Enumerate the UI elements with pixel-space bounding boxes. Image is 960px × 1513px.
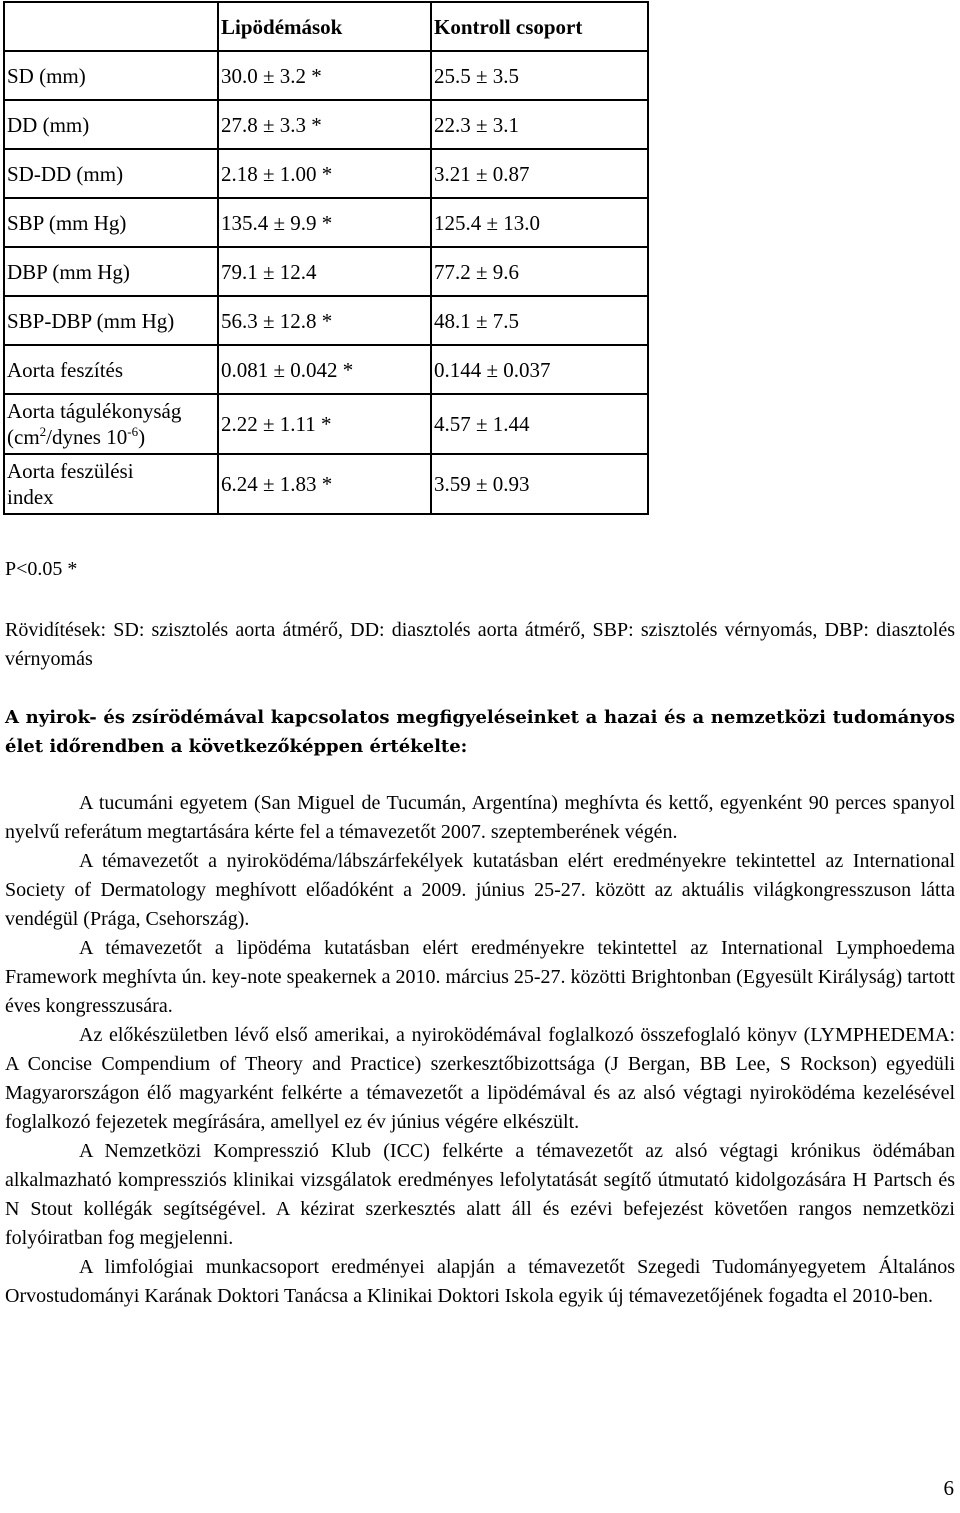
table-row xyxy=(4,198,648,247)
unit-suffix: ) xyxy=(138,425,146,449)
significance-note: P<0.05 * xyxy=(5,558,78,580)
row-label-line1: Aorta tágulékonyság xyxy=(7,399,182,423)
control-value: 77.2 ± 9.6 xyxy=(431,247,648,296)
table-header-empty xyxy=(4,2,218,51)
results-table xyxy=(3,1,649,515)
paragraph: A témavezetőt a nyiroködéma/lábszárfekélyek kutatásban elért eredményekre tekintettel az International Society of Dermatology meghívott előadóként a 2009. június 25-27. között az aktuális világkongresszuson látta vendégül (Prága, Csehország). xyxy=(5,850,955,930)
unit-prefix: (cm xyxy=(7,425,40,449)
unit-middle: /dynes 10 xyxy=(46,425,128,449)
table-row xyxy=(4,51,648,100)
unit-exponent: -6 xyxy=(127,424,139,439)
control-value: 48.1 ± 7.5 xyxy=(431,296,648,345)
unit-exponent: 2 xyxy=(39,424,47,439)
row-label xyxy=(4,394,218,454)
page-number: 6 xyxy=(943,1476,954,1500)
table-header-lipedema: Lipödémások xyxy=(218,2,431,51)
paragraph: A limfológiai munkacsoport eredményei alapján a témavezetőt Szegedi Tudományegyetem Általános Orvostudományi Karának Doktori Tanácsa a Klinikai Doktori Iskola egyik új témavezetőjének fogadta el 2010-ben. xyxy=(5,1256,955,1307)
table-row xyxy=(4,345,648,394)
control-value: 4.57 ± 1.44 xyxy=(431,394,648,454)
lipedema-value: 2.18 ± 1.00 * xyxy=(218,149,431,198)
lipedema-value: 79.1 ± 12.4 xyxy=(218,247,431,296)
table-row xyxy=(4,149,648,198)
table-row xyxy=(4,100,648,149)
row-label: SBP (mm Hg) xyxy=(4,198,218,247)
lipedema-value: 30.0 ± 3.2 * xyxy=(218,51,431,100)
row-label: SD (mm) xyxy=(4,51,218,100)
table-header-row xyxy=(4,2,648,51)
table-header-control: Kontroll csoport xyxy=(431,2,648,51)
row-label-line2 xyxy=(7,424,215,450)
lipedema-value: 0.081 ± 0.042 * xyxy=(218,345,431,394)
control-value: 3.59 ± 0.93 xyxy=(431,454,648,514)
lipedema-value: 6.24 ± 1.83 * xyxy=(218,454,431,514)
table-row xyxy=(4,247,648,296)
row-label-line1: Aorta feszülési xyxy=(7,459,134,483)
table-row xyxy=(4,454,648,514)
paragraph: A Nemzetközi Kompresszió Klub (ICC) felkérte a témavezetőt az alsó végtagi krónikus ödémában alkalmazható kompressziós klinikai vizsgálatok eredményes lefolytatását segítő útmutató kidolgozására H Partsch és N Stout kollégák segítségével. A kézirat szerkesztés alatt áll és ezévi befejezést követően rangos nemzetközi folyóiratban fog megjelenni. xyxy=(5,1140,955,1249)
paragraph: Az előkészületben lévő első amerikai, a nyiroködémával foglalkozó összefoglaló könyv (LYMPHEDEMA: A Concise Compendium of Theory and Practice) szerkesztőbizottsága (J Bergan, BB Lee, S Rockson) egyedüli Magyarországon élő magyarként felkérte a témavezetőt a lipödémával és az alsó végtagi nyiroködéma kezelésével foglalkozó fejezetek megírására, amellyel ez év június végére elkészült. xyxy=(5,1024,955,1133)
row-label: DBP (mm Hg) xyxy=(4,247,218,296)
table-row xyxy=(4,296,648,345)
row-label: SBP-DBP (mm Hg) xyxy=(4,296,218,345)
lipedema-value: 27.8 ± 3.3 * xyxy=(218,100,431,149)
lipedema-value: 2.22 ± 1.11 * xyxy=(218,394,431,454)
paragraph: A témavezetőt a lipödéma kutatásban elért eredményekre tekintettel az International Lymphoedema Framework meghívta ún. key-note speakernek a 2010. március 25-27. közötti Brightonban (Egyesült Királyság) tartott éves kongresszusára. xyxy=(5,937,955,1017)
row-label: Aorta feszítés xyxy=(4,345,218,394)
paragraph: A tucumáni egyetem (San Miguel de Tucumán, Argentína) meghívta és kettő, egyenként 90 perces spanyol nyelvű referátum megtartására kérte fel a témavezetőt 2007. szeptemberének végén. xyxy=(5,792,955,843)
control-value: 125.4 ± 13.0 xyxy=(431,198,648,247)
body-text xyxy=(5,789,955,1311)
row-label: SD-DD (mm) xyxy=(4,149,218,198)
lipedema-value: 135.4 ± 9.9 * xyxy=(218,198,431,247)
intro-heading: A nyirok- és zsírödémával kapcsolatos megfigyeléseinket a hazai és a nemzetközi tudományos élet időrendben a következőképpen értékelte: xyxy=(5,707,955,757)
control-value: 22.3 ± 3.1 xyxy=(431,100,648,149)
lipedema-value: 56.3 ± 12.8 * xyxy=(218,296,431,345)
abbreviations-text: Rövidítések: SD: szisztolés aorta átmérő, DD: diasztolés aorta átmérő, SBP: szisztolés vérnyomás, DBP: diasztolés vérnyomás xyxy=(5,619,955,670)
control-value: 0.144 ± 0.037 xyxy=(431,345,648,394)
row-label xyxy=(4,454,218,514)
control-value: 3.21 ± 0.87 xyxy=(431,149,648,198)
row-label-line2: index xyxy=(7,485,54,509)
table-row xyxy=(4,394,648,454)
control-value: 25.5 ± 3.5 xyxy=(431,51,648,100)
row-label: DD (mm) xyxy=(4,100,218,149)
